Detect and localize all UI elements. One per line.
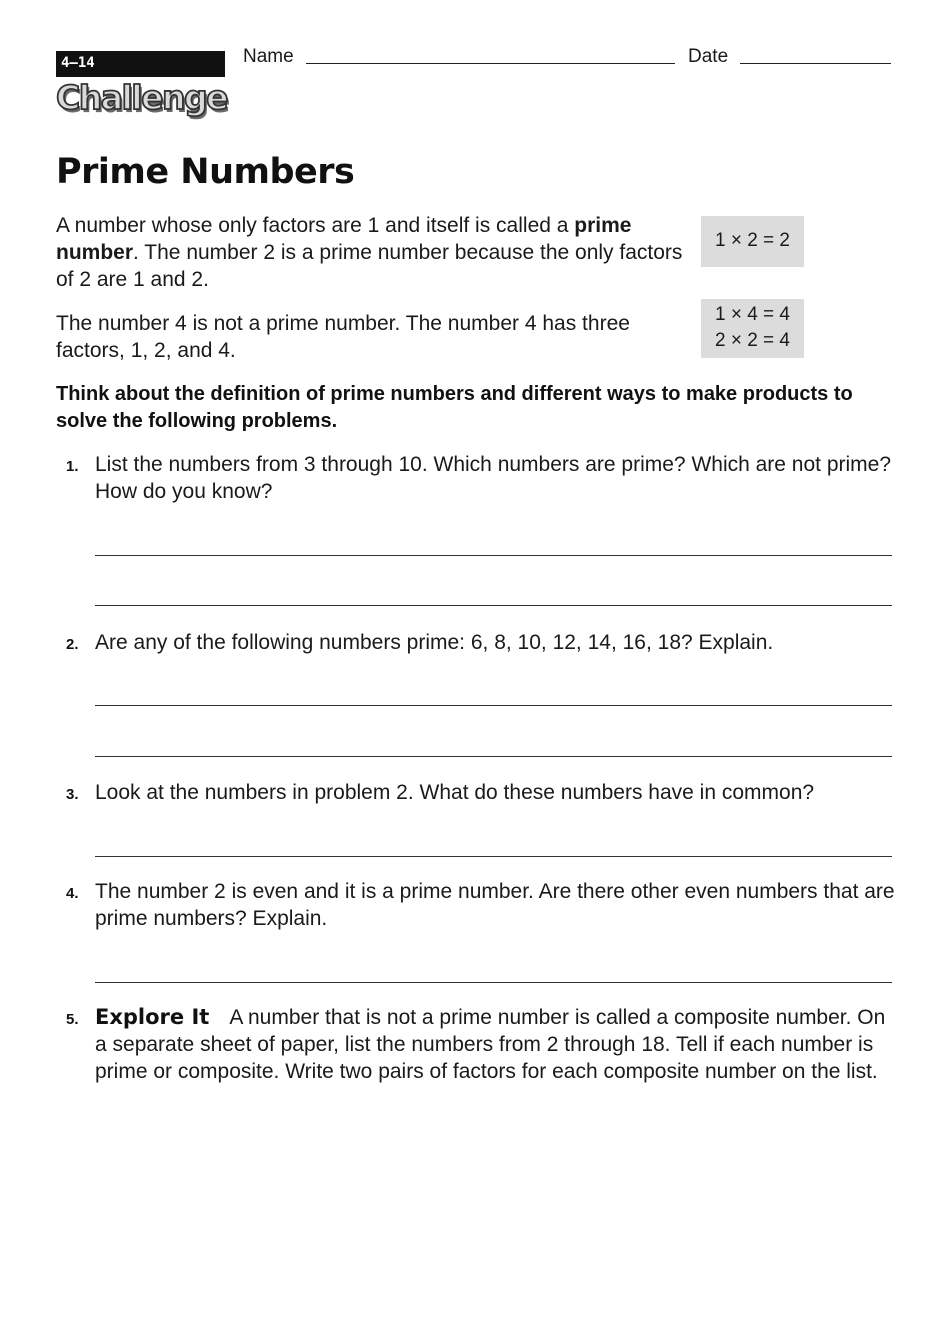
- question-number: 1.: [66, 458, 79, 475]
- prime-number-term: prime number: [56, 214, 632, 264]
- example-equation: 2 × 2 = 4: [714, 330, 790, 351]
- example-box-2: [701, 216, 804, 267]
- answer-line[interactable]: [95, 856, 892, 857]
- question-5-body: A number that is not a prime number is called a composite number. On a separate sheet of paper, list the numbers from 2 through 18. Tell if each number is prime or composite. Write two pairs of factors for each composite number on the list.: [95, 1006, 886, 1083]
- intro-text-after: . The number 2 is a prime number because the only factors of 2 are 1 and 2.: [56, 241, 683, 291]
- name-field-line[interactable]: [306, 63, 675, 64]
- answer-line[interactable]: [95, 756, 892, 757]
- instructions: Think about the definition of prime numbers and different ways to make products to solve the following problems.: [56, 383, 853, 432]
- question-number: 3.: [66, 786, 79, 803]
- example-equation: 1 × 4 = 4: [714, 304, 790, 325]
- question-4-text: The number 2 is even and it is a prime number. Are there other even numbers that are prime numbers? Explain.: [95, 880, 895, 930]
- page-title: Prime Numbers: [56, 152, 355, 192]
- question-2-text: Are any of the following numbers prime: 6, 8, 10, 12, 14, 16, 18? Explain.: [95, 631, 774, 654]
- question-1-text: List the numbers from 3 through 10. Which numbers are prime? Which are not prime? How do you know?: [95, 453, 892, 503]
- intro-text-before: A number whose only factors are 1 and itself is called a: [56, 214, 575, 237]
- date-field-line[interactable]: [740, 63, 891, 64]
- date-label: Date: [688, 46, 729, 67]
- lesson-code-badge: 4–14: [56, 51, 225, 77]
- question-number: 4.: [66, 885, 79, 902]
- answer-line[interactable]: [95, 982, 892, 983]
- intro-paragraph-1: [56, 212, 686, 293]
- example-equation: 1 × 2 = 2: [714, 230, 790, 251]
- explore-it-label: Explore It: [95, 1005, 210, 1029]
- question-number: 5.: [66, 1011, 79, 1028]
- answer-line[interactable]: [95, 605, 892, 606]
- example-box-4: [701, 299, 804, 358]
- question-5-text: [95, 1004, 895, 1085]
- challenge-logo: Challenge: [56, 78, 227, 117]
- intro-paragraph-2: The number 4 is not a prime number. The number 4 has three factors, 1, 2, and 4.: [56, 312, 630, 362]
- name-label: Name: [243, 46, 294, 67]
- question-number: 2.: [66, 636, 79, 653]
- answer-line[interactable]: [95, 705, 892, 706]
- answer-line[interactable]: [95, 555, 892, 556]
- question-3-text: Look at the numbers in problem 2. What do these numbers have in common?: [95, 781, 815, 804]
